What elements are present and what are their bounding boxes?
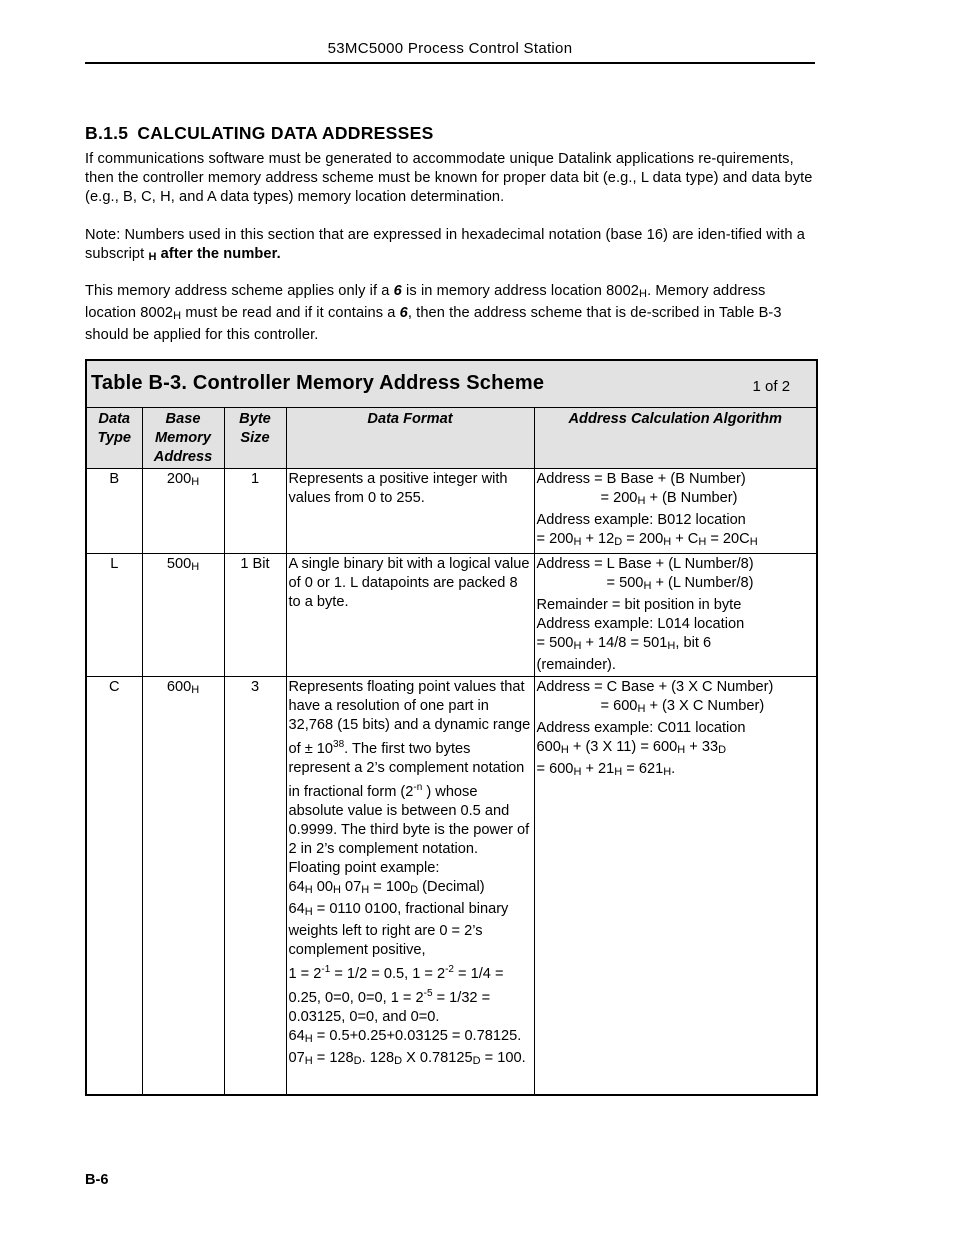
table-row: C 600H 3 Represents floating point values that have a resolution of one part in 32,768 (15 bits) and a dynamic range of ± $10^{38}$. The first two bytes represent a 2’s complement notation in fractional form ($2^{-n}$ ) whose absolute value is between 0.5 and 0.9999. The third byte is the power of 2 in 2’s complement notation. Floating point example: 64H 00H 07H = 100D (Decimal) 64H = 0110 0100, fractional binary weights left to right are 0 = 2’s complement positive, $1 = 2^{-1} = 1/2 = 0.5$, $1 = 2^{-2} = 1/4 = 0.25$, 0=0, 0=0, $1 = 2^{-5} = 1/32 = 0.03125$, 0=0, and 0=0. 64H = 0.5+0.25+0.03125 = 0.78125. 07H = 128D. 128D X 0.78125D = 100. Address = C Base + (3 X C Number) = 600H + (3 X C Number) Address example: C011 location 600H + (3 X 11) = 600H + 33D = 600H + 21H = 621H. xyxy=(86,677,817,1096)
table-row: B 200H 1 Represents a positive integer with values from 0 to 255. Address = B Base + (B Number) = 200H + (B Number) Address example: B012 location = 200H + 12D = 200H + CH = 20CH xyxy=(86,469,817,554)
section-title: CALCULATING DATA ADDRESSES xyxy=(137,123,434,143)
table-row: L 500H 1 Bit A single binary bit with a logical value of 0 or 1. L datapoints are packed 8 to a byte. Address = L Base + (L Number/8) = 500H + (L Number/8) Remainder = bit position in byte Address example: L014 location = 500H + 14/8 = 501H, bit 6 (remainder). xyxy=(86,554,817,677)
intro-paragraph: If communications software must be generated to accommodate unique Datalink applications re-quirements, then the controller memory address scheme must be known for proper data bit (e.g., L data type) and data byte (e.g., B, C, H, and A data types) memory location determination. xyxy=(85,151,813,205)
col-header-algorithm: Address Calculation Algorithm xyxy=(534,408,817,469)
note-paragraph: Note: Numbers used in this section that are expressed in hexadecimal notation (base 16) are iden-tified with a subscript H after the number. xyxy=(85,227,805,263)
table-page-indicator: 1 of 2 xyxy=(752,378,791,395)
address-scheme-table xyxy=(85,359,818,1096)
table-title: Table B-3. Controller Memory Address Scheme xyxy=(91,371,545,394)
col-header-data-type: Data Type xyxy=(86,408,142,469)
section-number: B.1.5 xyxy=(85,123,129,143)
table-title-row xyxy=(86,360,817,408)
table-header-row xyxy=(86,408,817,469)
running-header: 53MC5000 Process Control Station xyxy=(327,40,573,57)
scheme-paragraph: This memory address scheme applies only if a 6 is in memory address location 8002H. Memory address location 8002H must be read and if it contains a 6, then the address scheme that is de-scribed in Table B-3 should be applied for this controller. xyxy=(85,283,782,343)
col-header-data-format: Data Format xyxy=(286,408,534,469)
col-header-base-address: Base Memory Address xyxy=(142,408,224,469)
page-number: B-6 xyxy=(85,1172,109,1188)
header-rule xyxy=(85,62,815,64)
col-header-byte-size: Byte Size xyxy=(224,408,286,469)
section-heading xyxy=(85,123,443,144)
